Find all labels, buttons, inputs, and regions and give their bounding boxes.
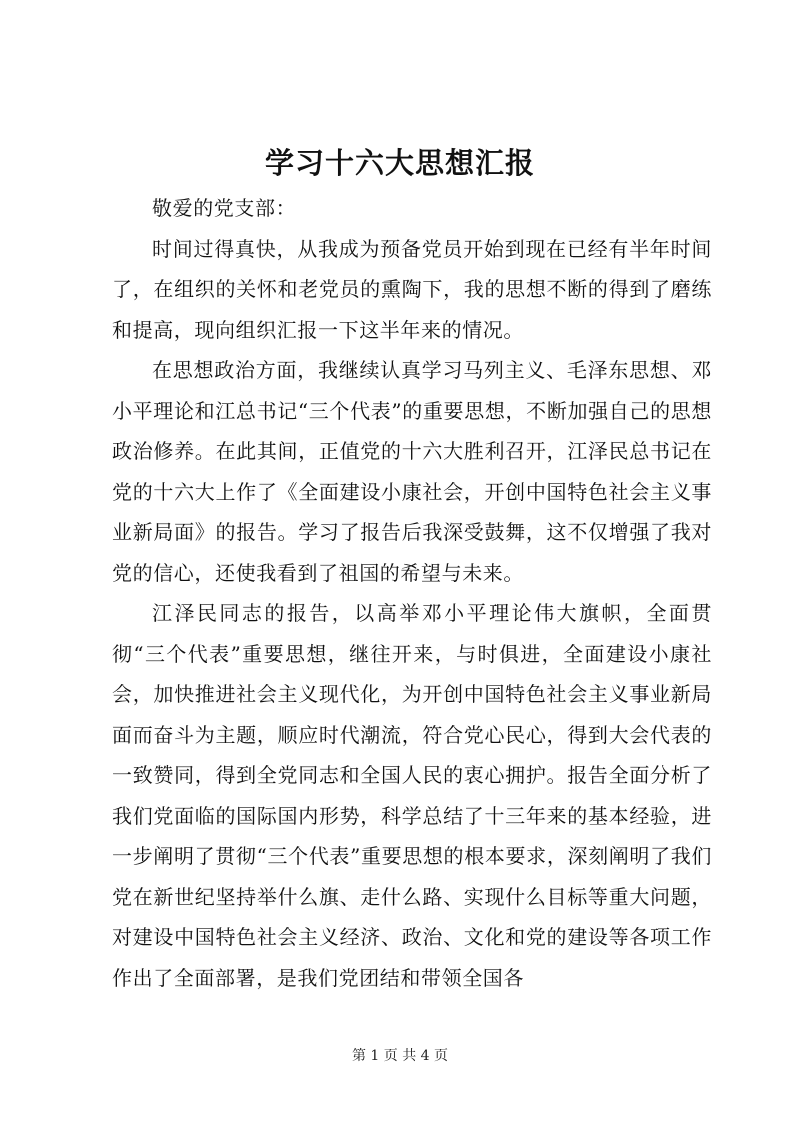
page-number: 第 1 页 共 4 页 bbox=[351, 1048, 449, 1064]
paragraph-3: 江泽民同志的报告，以高举邓小平理论伟大旗帜，全面贯彻“三个代表”重要思想，继往开来，与时俱进，全面建设小康社会，加快推进社会主义现代化，为开创中国特色社会主义事业新局面而奋斗为主题，顺应时代潮流，符合党心民心，得到大会代表的一致赞同，得到全党同志和全国人民的衷心拥护。报告全面分析了我们党面临的国际国内形势，科学总结了十三年来的基本经验，进一步阐明了贯彻“三个代表”重要思想的根本要求，深刻阐明了我们党在新世纪坚持举什么旗、走什么路、实现什么目标等重大问题，对建设中国特色社会主义经济、政治、文化和党的建设等各项工作作出了全面部署，是我们党团结和带领全国各 bbox=[112, 601, 712, 990]
paragraph-1: 时间过得真快，从我成为预备党员开始到现在已经有半年时间了，在组织的关怀和老党员的熏陶下，我的思想不断的得到了磨练和提高，现向组织汇报一下这半年来的情况。 bbox=[112, 236, 712, 342]
paragraph-2: 在思想政治方面，我继续认真学习马列主义、毛泽东思想、邓小平理论和江总书记“三个代表”的重要思想，不断加强自己的思想政治修养。在此其间，正值党的十六大胜利召开，江泽民总书记在党的十六大上作了《全面建设小康社会，开创中国特色社会主义事业新局面》的报告。学习了报告后我深受鼓舞，这不仅增强了我对党的信心，还使我看到了祖国的希望与未来。 bbox=[112, 358, 712, 585]
salutation: 敬爱的党支部： bbox=[152, 196, 297, 220]
document-body bbox=[112, 188, 712, 998]
document-title: 学习十六大思想汇报 bbox=[264, 146, 535, 180]
page-footer bbox=[0, 1046, 800, 1066]
